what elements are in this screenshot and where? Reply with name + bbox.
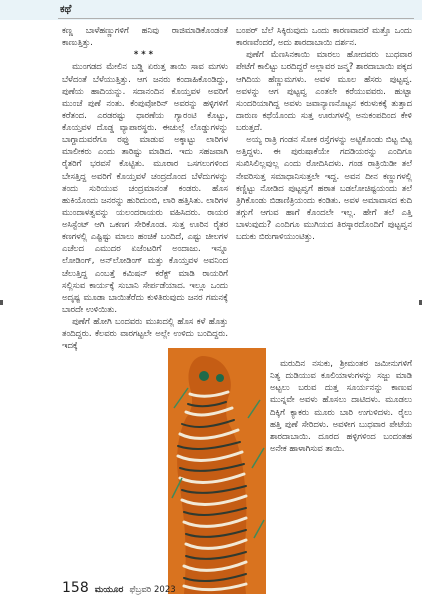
paragraph: ಮರುದಿನ ನಸುಕು, ಶ್ರೀಮಂತರ ಜಮೀನುಗಳಿಗೆ ನಿತ್ಯ ದುಡಿಯುವ ಕೂಲಿಯಾಳುಗಳನ್ನು ಸಜ್ಜು ಮಾಡಿ ಅಟ್ಟಲು ಬರುವ ದುತ್ತ ಸೂರ್ಯನನ್ನು ಕಾಣುವ ಮುನ್ನವೇ ಅವಳು ಹೊಸಲು ದಾಟಿದಳು. ಮೂಡಲು ದಿಕ್ಕಿಗೆ ಕ್ಯಾಕರು ಮೂರು ಬಾರಿ ಉಗುಳಿದಳು. ರೈಲು ಹತ್ತಿ ಪುಣೆ ಸೇರಿದಳು. ಅವಳೀಗ ಬುಧವಾರ ಪೇಟೆಯ ಶಾರದಾಬಾಯಿ. ದೂರದ ಹಳ್ಳಿಗಳಿಂದ ಬಂದಂತಹ ಅನೇಕ ಹಾಳಾಗಿಸುವ ತಾಯಿ. [270, 358, 412, 453]
magazine-logo: ಮಯೂರ [94, 585, 124, 595]
paragraph: ಕಣ್ಣ ಬಾಳೆಹಣ್ಣುಗಳಿಗೆ ಹನಿವು ರಾಜಿಮಾಡಿಕೊಂಡಂತೆ ಕಾಣುತ್ತಿತ್ತು. [62, 25, 228, 48]
issue-date: ಫೆಬ್ರವರಿ 2023 [129, 585, 176, 595]
story-illustration [168, 348, 266, 594]
paragraph: ಬಂಪರ್ ಬೆಲೆ ಸಿಕ್ಕಿರುವುದು ಒಂದು ಕಾರಣವಾದರೆ ಮತ್ತೊ ಒಂದು ಕಾರಣವೆಂದರೆ, ಅದು ಶಾರದಾಬಾಯಿ ದರ್ಶನ. [236, 25, 412, 48]
header-rule [58, 18, 414, 19]
abstract-figure-painting-icon [168, 348, 266, 594]
page-footer [62, 580, 176, 596]
paragraph: ಅಯ್ಯ ರಾತ್ರಿ ಗಂಡನ ಸೋಕ ರಸ್ತೆಗಳನ್ನು ಅಟ್ಟಿಕೊಂಡು ಬಿಟ್ಟ ಬಿಟ್ಟ ಅತ್ತಿದ್ದಳು. ಈ ಪುರುಷಾಕೆಯೇ ಗದಡಿಯರನ್ನು ಎಂದಿಗೂ ಸುಖಿಸಿಲಿಲ್ಲವುಲ್ಲ ಎಂದು ರೋದಿಸಿದಳು. ಗಂಡ ರಾತ್ರಿಯಿಡೀ ತಲೆ ನೇವರಿಸುತ್ತ ಸಮಾಧಾನಿಸುತ್ತಲೇ ಇದ್ದ. ಅವನ ದೀನ ಕಣ್ಣುಗಳಲ್ಲಿ ಕಣ್ಣಿಟ್ಟು ನೋಡಿದ ಪುಟ್ಟವ್ವಗೆ ಹಠಾತ ಬಡಲೋಚಿಷ್ಟಯಂದು ತಲೆ ತ್ರಿಗಿಕೊಂಡು ಬಿಡಾಣಿತ್ರಿಯಂದು ಕಂಡಿತು. ಅವಳ ಅಮಾವಾಸದ ಕುದಿ ತಗ್ಗುಗೆ ಆಗುವ ಹಾಗೆ ಕೊಂದಲೇ ಇಲ್ಲ. ಹೇಗೆ ತಲೆ ಎತ್ತಿ ಬಾಳುವುದು? ಎಂದಿಗೂ ಮುಗಿಯದ ತಿರಸ್ಕಾರದೊಂದಿಗೆ ಪುಟ್ಟವ್ವನ ಬದುಕು ಬಿರುಗಾಳಿಯುಂಟಿತ್ತು. [236, 134, 412, 242]
crop-mark-left [0, 300, 3, 305]
page-number: 158 [62, 580, 89, 596]
right-column-bottom [270, 357, 412, 454]
section-separator: *** [133, 49, 157, 60]
left-column [62, 24, 228, 351]
section-label: ಕಥೆ [60, 4, 72, 15]
right-column-top [236, 24, 412, 242]
paragraph: ಪುಣೆಗೆ ಹೋಗಿ ಬಂದವರು ಮುಖದಲ್ಲಿ ಹೊಸ ಕಳೆ ಹೊತ್ತು ತಂದಿದ್ದರು. ಕೆಲವರು ವಾರಗಟ್ಟಲೇ ಅಲ್ಲೇ ಉಳಿದು ಬಂದಿದ್ದರು. ಇದಕ್ಕೆ [62, 316, 228, 351]
paragraph: ಮುಂಗಡದ ಮೇಲಿನ ಬಡ್ಡಿ ಏರುತ್ತ ತಾಯಿ ಸಾವ ಮಗಳು ಬೆಳೆದಂತೆ ಬೆಳೆಯುತ್ತಿತ್ತು. ಆಗ ಜನರು ಕಂದಾಹಿಕೊಂಡಿದ್ದು, ಪುಣೆಯ ಹಾದಿಯನ್ನು. ಸದಾನಂದಿನ ಕೊಯ್ತವಳ ಅವರಿಗೆ ಮುಂಚೆ ಪುಣೆ ನಂತು. ಕೆಂಪುವೋರಿನ್ ಅವರನ್ನು ಹಳ್ಳಿಗಳಿಗೆ ಕರೆತಂದ. ಎರಡರಷ್ಟು ಧಾರಣೆಯ ಗ್ಯಾರಂಟಿ ಕೊಟ್ಟು, ಕೊಯ್ತವಳ ದೊಡ್ಡ ವ್ಯಾಪಾರಸ್ಥರು. ಈಚುಲ್ಲೆ ಲೊಡ್ಡುಗಳನ್ನು ಬಾಗ್ದಾದುವರೆಗೂ ರಫ್ತು ಮಾಡುವ ಅಕ್ಕಾಟ್ಟು ಲಾರಿಗಳ ಮಾಲೀಕರು ಎಂದು ತಾರಿಷ್ಟು ಮಾಡಿದ. ಇದು ಸಹಜವಾಗಿ ರೈತರಿಗೆ ಭರವಸೆ ಕೊಟ್ಟಿತು. ಮೂರಾರ ಒಸಗಲುಗಳಿಂದ ಬೇಸತ್ತಿದ್ದ ಅವರಿಗೆ ಕೊಯ್ತವಳೆ ಚಂದ್ರದೊಂದ ಬೆಳೆದುಗಳನ್ನು ತಂದು ಸುರಿಯುವ ಚಂದ್ರಮಾನಂತೆ ಕಂಡರು. ಹೊಸ ಹುಕಿಯೊಂದು ಜನರನ್ನು ಹುರಿದುಂಬಿ, ಲಾರಿ ಹತ್ತಿಸಿತು. ಲಾರಿಗಳ ಮುಂದಾಳತ್ವವನ್ನು ಯಲಂದರಾಯರು ವಹಿಸಿದರು. ರಾಯರ ಅಸಿಸ್ಟೆಂಟ್ ಆಗಿ ಒಕಣಗ ಸೇರಿಕೊಂಡ. ಸುತ್ತ ಊರಿನ ರೈತರ ಕಣಗಳಲ್ಲಿ ಎಷ್ಟಿಷ್ಟು ಮಾಲು ಹಂಚಿಕೆ ಬಂದಿದೆ, ಎಷ್ಟು ಚೀಲಗಳ ಎಚೆಲದ ಎಮುದರ ಏಜೆಂಟರಿಗೆ ಅಂದಾಜು. ಇನ್ನೂ ಲೋಡಿಂಗ್, ಅನ್‌ಲೋಡಿಂಗ್ ಮತ್ತು ಕೊಯ್ತವಳ ಅವನಿಂದ ಚೆಲುತ್ತಿದ್ದ ಎಂಬತ್ತೆ ಕಮಿಷನ್ ಕರೆಕ್ಟ್ ಮಾಡಿ ರಾಯರಿಗೆ ಸಲ್ಲಿಸುವ ಕಾರ್ಯಕ್ಕೆ ಸುಬಾನಿ ಸೇರ್ಪಡೆಯಾದ. ಇಲ್ಲೂ ಒಂದು ಅದೃಷ್ಟ ಮೂಡಾ ಬಾಯಿತೆರೆದು ಕುಳಿತಿರುವುದು ಜನರ ಗಮನಕ್ಕೆ ಬಾರದೇ ಉಳಿಯಿತು. [62, 61, 228, 314]
paragraph: ಪುಣೆಗೆ ಮೆಣಸಿನಕಾಯಿ ಮಾರಲು ಹೋದವರು ಬುಧವಾರ ಪೇಟೆಗೆ ಕಾಲಿಟ್ಟು ಬರದಿದ್ದರೆ ಅಲ್ಲಾವರ ಜನ್ಮ? ಶಾರದಾಬಾಯಿ ಪಕ್ಕದ ಆಗಿದಿಯ ಹೆಣ್ಣುಮಗಳು. ಅವಳ ಮೂಲ ಹೆಸರು ಪುಟ್ಟವ್ವ. ಅವಳನ್ನು ಆಗ ಪುಟ್ಟವ್ವ ಎಂತಲೇ ಕರೆಯುವವರು. ಹುಟ್ಟಾ ಸುಂದರಿಯಾಗಿದ್ದ ಅವಳು ಜವಾನ್ಯಾಣನೊಟ್ಟನ ಕರುಳುಕಕ್ಕೆ ತುತ್ತಾದ ದಾರುಣ ಕಥೆಯೊಂದು ಸುತ್ತ ಊರುಗಳಲ್ಲಿ ಅನುಕಂಪದಿಂದ ಕೇಳಿ ಬರುತ್ತದೆ. [236, 49, 412, 132]
